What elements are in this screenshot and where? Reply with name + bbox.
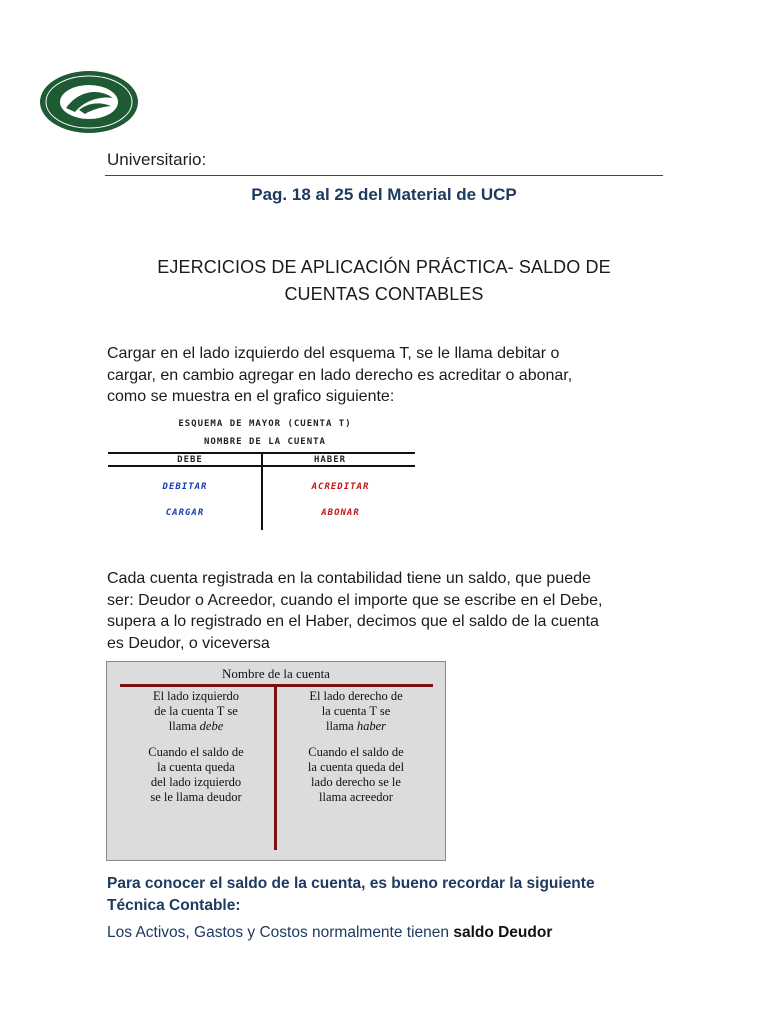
page-title (110, 254, 658, 308)
debe-term: debe (199, 719, 224, 733)
universitario-label: Universitario: (107, 150, 207, 169)
t-account-vertical-line (274, 684, 277, 850)
cell-text: llama (168, 719, 200, 733)
esquema-divider (261, 452, 263, 530)
saldo-deudor-emphasis: saldo Deudor (453, 924, 553, 941)
cell-line (120, 719, 272, 734)
t-account-acreedor-description (280, 745, 432, 805)
cell-line (280, 719, 432, 734)
cell-line: lado derecho se le (311, 775, 401, 789)
title-line-2: CUENTAS CONTABLES (284, 284, 484, 304)
paragraph-line: supera a lo registrado en el Haber, decimos que el saldo de la cuenta (107, 613, 599, 631)
cell-line: del lado izquierdo (150, 775, 242, 789)
haber-term: haber (356, 719, 387, 733)
name-underline (105, 175, 663, 176)
t-account-right-description (280, 689, 432, 734)
cell-line: la cuenta queda (157, 760, 235, 774)
esquema-debe-header: DEBE (177, 455, 203, 465)
t-account-title: Nombre de la cuenta (222, 666, 330, 681)
cell-line: la cuenta queda del (307, 760, 405, 774)
statement-text: Los Activos, Gastos y Costos normalmente tienen (107, 924, 454, 941)
university-seal-icon (39, 70, 139, 134)
cell-line: El lado derecho de (309, 689, 403, 703)
paragraph-line: cargar, en cambio agregar en lado derecho es acreditar o abonar, (107, 366, 573, 384)
t-account-left-description (120, 689, 272, 734)
cell-line: la cuenta T se (321, 704, 391, 718)
t-account-deudor-description (120, 745, 272, 805)
activos-statement (107, 924, 687, 942)
esquema-haber-header: HABER (313, 455, 347, 465)
cell-line: se le llama deudor (150, 790, 242, 804)
paragraph-line: Cada cuenta registrada en la contabilidad tiene un saldo, que puede (107, 570, 591, 587)
heading-line: Técnica Contable: (107, 896, 241, 914)
tecnica-contable-heading (107, 873, 687, 916)
paragraph-line: Cargar en el lado izquierdo del esquema T, se le llama debitar o (107, 345, 560, 362)
cell-line: Cuando el saldo de (308, 745, 404, 759)
heading-line: Para conocer el saldo de la cuenta, es bueno recordar la siguiente (107, 875, 595, 892)
paragraph-debit-credit (107, 343, 667, 408)
paragraph-line: es Deudor, o viceversa (107, 634, 270, 652)
paragraph-line: ser: Deudor o Acreedor, cuando el importe que se escribe en el Debe, (107, 591, 603, 609)
esquema-account-name: NOMBRE DE LA CUENTA (204, 437, 326, 447)
paragraph-saldo (107, 568, 667, 654)
cell-line: El lado izquierdo (152, 689, 240, 703)
cell-text: llama (325, 719, 357, 733)
esquema-acreditar: ACREDITAR (311, 482, 370, 492)
title-line-1: EJERCICIOS DE APLICACIÓN PRÁCTICA- SALDO DE (157, 257, 611, 277)
cell-line: llama acreedor (319, 790, 393, 804)
cell-line: de la cuenta T se (154, 704, 238, 718)
esquema-cargar: CARGAR (165, 508, 205, 518)
esquema-title: ESQUEMA DE MAYOR (CUENTA T) (178, 419, 352, 429)
paragraph-line: como se muestra en el grafico siguiente: (107, 388, 395, 406)
esquema-abonar: ABONAR (321, 508, 360, 518)
cell-line: Cuando el saldo de (148, 745, 244, 759)
page-reference: Pag. 18 al 25 del Material de UCP (251, 185, 517, 204)
esquema-debitar: DEBITAR (162, 482, 208, 492)
